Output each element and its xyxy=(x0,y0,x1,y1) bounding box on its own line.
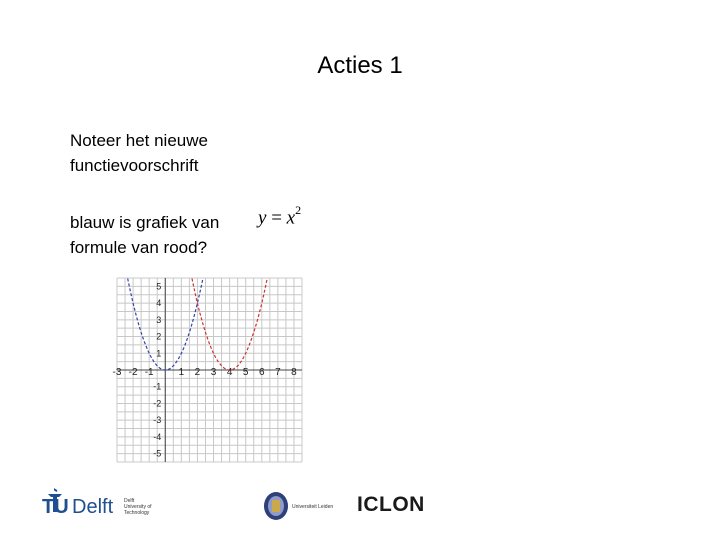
x-tick-label: 5 xyxy=(242,367,249,378)
y-tick-label: -5 xyxy=(153,448,162,459)
x-tick-label: 1 xyxy=(178,367,185,378)
x-tick-label: -2 xyxy=(128,367,138,378)
y-tick-label: 3 xyxy=(156,314,162,325)
y-tick-label: 4 xyxy=(156,298,162,309)
tudelft-tu: TU xyxy=(42,496,69,518)
tudelft-delft: Delft xyxy=(72,496,114,518)
x-tick-label: 8 xyxy=(291,367,297,378)
instruction-line-2: functievoorschrift xyxy=(70,156,199,175)
x-tick-label: 6 xyxy=(259,367,265,378)
instruction-line-1: Noteer het nieuwe xyxy=(70,131,208,150)
tudelft-subtitle: Delft University of Technology xyxy=(124,498,152,516)
leiden-text: Universiteit Leiden xyxy=(292,504,334,510)
y-tick-label: -4 xyxy=(153,431,162,442)
question-line-1: blauw is grafiek van xyxy=(70,213,220,232)
y-tick-label: -2 xyxy=(153,398,162,409)
x-tick-label: -3 xyxy=(112,367,122,378)
formula-lhs: y xyxy=(258,207,267,229)
x-tick-label: 7 xyxy=(275,367,281,378)
formula-eq: = xyxy=(271,207,282,229)
slide-title: Acties 1 xyxy=(317,52,403,79)
question-line-2: formule van rood? xyxy=(70,238,208,257)
formula-exp: 2 xyxy=(295,203,302,217)
y-tick-label: -1 xyxy=(153,381,162,392)
x-tick-label: 3 xyxy=(210,367,217,378)
iclon-text: ICLON xyxy=(357,493,425,516)
y-tick-label: -3 xyxy=(153,415,162,426)
x-tick-label: 2 xyxy=(194,367,201,378)
formula-var: x xyxy=(286,207,296,229)
leiden-seal-icon xyxy=(262,488,292,522)
leiden-logo xyxy=(262,488,342,524)
y-tick-label: 2 xyxy=(156,331,162,342)
x-tick-label: -1 xyxy=(144,367,154,378)
y-tick-label: 5 xyxy=(156,281,162,292)
iclon-logo xyxy=(357,493,425,517)
tudelft-logo xyxy=(40,486,200,522)
y-tick-label: 1 xyxy=(156,348,162,359)
x-tick-label: 4 xyxy=(226,367,233,378)
